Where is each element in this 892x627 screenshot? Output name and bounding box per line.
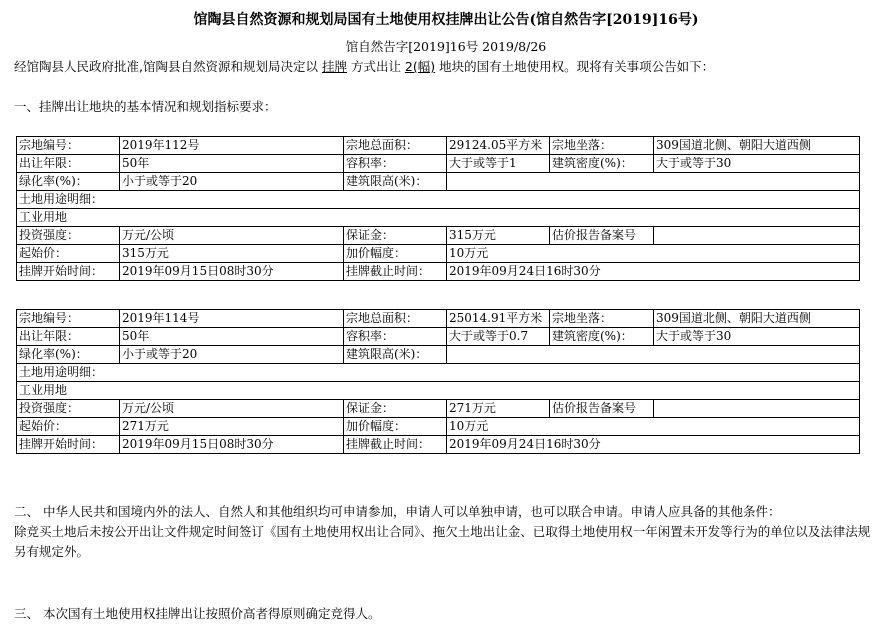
green-label: 绿化率(%)： xyxy=(17,173,120,191)
height-value xyxy=(447,346,860,364)
start-time-value: 2019年09月15日08时30分 xyxy=(120,436,344,454)
appraisal-value xyxy=(654,400,860,418)
table-row xyxy=(17,310,860,328)
intro-text-2: 方式出让 xyxy=(346,59,405,74)
green-label: 绿化率(%)： xyxy=(17,346,120,364)
end-time-label: 挂牌截止时间： xyxy=(344,263,447,281)
density-label: 建筑密度(%)： xyxy=(550,155,654,173)
use-detail-label: 土地用途明细： xyxy=(17,191,860,209)
table-row xyxy=(17,245,860,263)
parcel-no-label: 宗地编号： xyxy=(17,310,120,328)
table-row xyxy=(17,137,860,155)
intro-text-3: 地块的国有土地使用权。现将有关事项公告如下： xyxy=(435,59,715,74)
term-label: 出让年限： xyxy=(17,328,120,346)
end-time-label: 挂牌截止时间： xyxy=(344,436,447,454)
appraisal-label: 估价报告备案号 xyxy=(550,400,654,418)
invest-value: 万元/公顷 xyxy=(120,400,344,418)
transfer-method: 挂牌 xyxy=(321,59,347,74)
table-row xyxy=(17,209,860,227)
appraisal-value xyxy=(654,227,860,245)
table-row xyxy=(17,263,860,281)
increment-label: 加价幅度： xyxy=(344,418,447,436)
deposit-value: 315万元 xyxy=(447,227,550,245)
table-row xyxy=(17,418,860,436)
location-value: 309国道北侧、朝阳大道西侧 xyxy=(654,310,860,328)
deposit-label: 保证金： xyxy=(344,227,447,245)
notice-title: 馆陶县自然资源和规划局国有土地使用权挂牌出让公告(馆自然告字[2019]16号) xyxy=(193,12,699,28)
table-row xyxy=(17,155,860,173)
height-label: 建筑限高(米)： xyxy=(344,346,447,364)
land-use-value: 工业用地 xyxy=(17,209,860,227)
start-time-label: 挂牌开始时间： xyxy=(17,263,120,281)
end-time-value: 2019年09月24日16时30分 xyxy=(447,436,860,454)
parcel-no-value: 2019年112号 xyxy=(120,137,344,155)
deposit-value: 271万元 xyxy=(447,400,550,418)
green-value: 小于或等于20 xyxy=(120,173,344,191)
green-value: 小于或等于20 xyxy=(120,346,344,364)
table-row xyxy=(17,328,860,346)
term-value: 50年 xyxy=(120,328,344,346)
table-row xyxy=(17,382,860,400)
density-label: 建筑密度(%)： xyxy=(550,328,654,346)
density-value: 大于或等于30 xyxy=(654,155,860,173)
start-time-value: 2019年09月15日08时30分 xyxy=(120,263,344,281)
increment-label: 加价幅度： xyxy=(344,245,447,263)
start-price-value: 271万元 xyxy=(120,418,344,436)
invest-value: 万元/公顷 xyxy=(120,227,344,245)
start-price-label: 起始价： xyxy=(17,418,120,436)
deposit-label: 保证金： xyxy=(344,400,447,418)
far-label: 容积率： xyxy=(344,328,447,346)
term-value: 50年 xyxy=(120,155,344,173)
increment-value: 10万元 xyxy=(447,245,860,263)
table-row xyxy=(17,400,860,418)
section-2-conditions: 二、 中华人民共和国境内外的法人、自然人和其他组织均可申请参加，申请人可以单独申请，也可以联合申请。申请人应具备的其他条件： xyxy=(14,504,781,519)
location-value: 309国道北侧、朝阳大道西侧 xyxy=(654,137,860,155)
total-area-value: 25014.91平方米 xyxy=(447,310,550,328)
start-price-label: 起始价： xyxy=(17,245,120,263)
end-time-value: 2019年09月24日16时30分 xyxy=(447,263,860,281)
parcel-table-2 xyxy=(16,309,860,454)
density-value: 大于或等于30 xyxy=(654,328,860,346)
parcel-table-1 xyxy=(16,136,860,281)
document-number: 馆自然告字[2019]16号 2019/8/26 xyxy=(345,39,547,54)
far-label: 容积率： xyxy=(344,155,447,173)
table-row xyxy=(17,346,860,364)
parcel-count: 2(幅) xyxy=(404,59,436,74)
invest-label: 投资强度： xyxy=(17,227,120,245)
section-3: 三、 本次国有土地使用权挂牌出让按照价高者得原则确定竞得人。 xyxy=(14,606,381,621)
total-area-label: 宗地总面积： xyxy=(344,137,447,155)
intro-text-1: 经馆陶县人民政府批准,馆陶县自然资源和规划局决定以 xyxy=(14,59,322,74)
increment-value: 10万元 xyxy=(447,418,860,436)
intro-paragraph xyxy=(14,57,714,75)
start-time-label: 挂牌开始时间： xyxy=(17,436,120,454)
table-row xyxy=(17,364,860,382)
height-value xyxy=(447,173,860,191)
parcel-no-label: 宗地编号： xyxy=(17,137,120,155)
section-2 xyxy=(14,502,874,562)
invest-label: 投资强度： xyxy=(17,400,120,418)
table-row xyxy=(17,227,860,245)
appraisal-label: 估价报告备案号 xyxy=(550,227,654,245)
table-row xyxy=(17,173,860,191)
use-detail-label: 土地用途明细： xyxy=(17,364,860,382)
section-1-heading: 一、挂牌出让地块的基本情况和规划指标要求： xyxy=(14,99,277,114)
parcel-no-value: 2019年114号 xyxy=(120,310,344,328)
height-label: 建筑限高(米)： xyxy=(344,173,447,191)
total-area-value: 29124.05平方米 xyxy=(447,137,550,155)
table-row xyxy=(17,436,860,454)
location-label: 宗地坐落： xyxy=(550,310,654,328)
section-2-exclusions: 除竞买土地后未按公开出让文件规定时间签订《国有土地使用权出让合同》、拖欠土地出让金、已取得土地使用权一年闲置未开发等行为的单位以及法律法规另有规定外。 xyxy=(14,524,871,559)
table-row xyxy=(17,191,860,209)
start-price-value: 315万元 xyxy=(120,245,344,263)
total-area-label: 宗地总面积： xyxy=(344,310,447,328)
term-label: 出让年限： xyxy=(17,155,120,173)
land-use-value: 工业用地 xyxy=(17,382,860,400)
far-value: 大于或等于1 xyxy=(447,155,550,173)
far-value: 大于或等于0.7 xyxy=(447,328,550,346)
location-label: 宗地坐落： xyxy=(550,137,654,155)
